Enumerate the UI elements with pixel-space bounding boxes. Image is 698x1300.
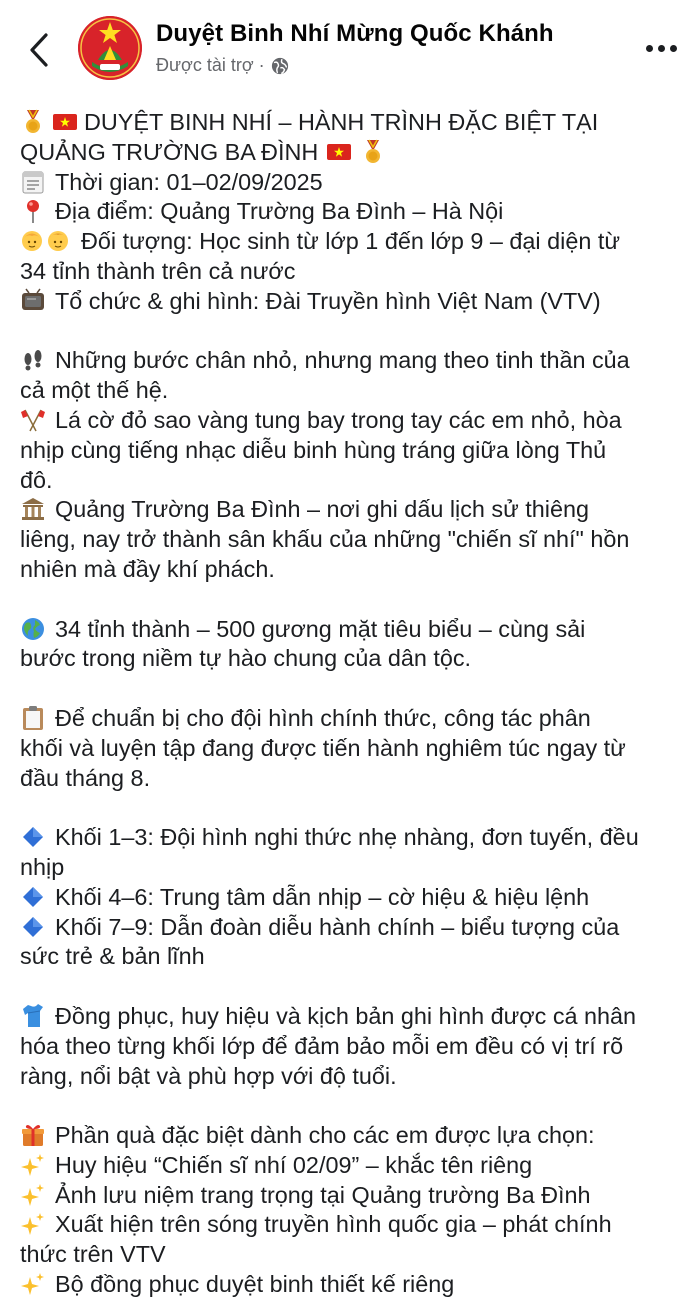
spacer [20,317,684,347]
paragraph-line [20,734,684,764]
medal-icon [20,109,46,135]
post-header [0,0,698,95]
page-name[interactable]: Duyệt Binh Nhí Mừng Quốc Khánh [156,20,554,47]
paragraph-line [20,644,684,674]
vietnam-flag-icon [52,109,78,135]
bullet-text: Khối 4–6: Trung tâm dẫn nhịp – cờ hiệu & hiệu lệnh [55,883,590,910]
television-icon [20,288,46,314]
audience-line [20,257,684,287]
bullet-line [20,913,684,943]
spacer [20,585,684,615]
time-line [20,168,684,198]
spacer [20,793,684,823]
paragraph-line [20,436,684,466]
calendar-icon [20,169,46,195]
bullet-text: Khối 7–9: Dẫn đoàn diễu hành chính – biểu tượng của [55,913,620,940]
sparkles-icon [20,1182,46,1208]
classical-building-icon [20,496,46,522]
bullet-line [20,823,684,853]
organizer-text: Tổ chức & ghi hình: Đài Truyền hình Việt Nam (VTV) [55,287,601,314]
sponsored-text: Được tài trợ · [156,55,265,75]
paragraph-text: hóa theo từng khối lớp để đảm bảo mỗi em đều có vị trí rõ [20,1032,624,1059]
title-text: QUẢNG TRƯỜNG BA ĐÌNH [20,138,319,165]
dot [670,45,677,52]
page-logo [78,16,142,80]
paragraph-line [20,704,684,734]
paragraph-line [20,1121,684,1151]
paragraph-line [20,1062,684,1092]
paragraph-text: khối và luyện tập đang được tiến hành nghiêm túc ngay từ [20,734,626,761]
sponsored-label [156,55,289,76]
gift-text: Huy hiệu “Chiến sĩ nhí 02/09” – khắc tên riêng [55,1151,533,1178]
paragraph-text: nhịp cùng tiếng nhạc diễu binh hùng tráng giữa lòng Thủ [20,436,607,463]
crossed-flags-icon [20,407,46,433]
gift-icon [20,1122,46,1148]
time-text: Thời gian: 01–02/09/2025 [55,168,323,195]
bullet-line [20,942,684,972]
sparkles-icon [20,1211,46,1237]
post-title-line [20,108,684,138]
location-line [20,197,684,227]
vietnam-flag-icon [326,139,352,165]
shirt-icon [20,1003,46,1029]
paragraph-text: Quảng Trường Ba Đình – nơi ghi dấu lịch sử thiêng [55,496,590,523]
footprints-icon [20,347,46,373]
gift-text: Xuất hiện trên sóng truyền hình quốc gia – phát chính [55,1211,612,1238]
earth-globe-icon [20,616,46,642]
gift-item [20,1240,684,1270]
post-title-line [20,138,684,168]
paragraph-text: Phần quà đặc biệt dành cho các em được lựa chọn: [55,1122,595,1149]
post-body [20,108,684,1300]
back-button[interactable] [22,28,56,72]
bullet-text: nhịp [20,853,65,880]
bullet-line [20,853,684,883]
paragraph-text: ràng, nổi bật và phù hợp với độ tuổi. [20,1062,397,1089]
paragraph-text: bước trong niềm tự hào chung của dân tộc. [20,645,472,672]
paragraph-line [20,525,684,555]
gift-text: thức trên VTV [20,1241,166,1268]
dot [658,45,665,52]
spacer [20,674,684,704]
chevron-left-icon [28,32,50,68]
paragraph-text: Những bước chân nhỏ, nhưng mang theo tinh thần của [55,347,630,374]
paragraph-line [20,346,684,376]
paragraph-line [20,1032,684,1062]
paragraph-line [20,764,684,794]
children-icon [20,228,72,254]
blue-diamond-icon [20,914,46,940]
paragraph-text: 34 tỉnh thành – 500 gương mặt tiêu biểu – cùng sải [55,615,586,642]
paragraph-text: liêng, nay trở thành sân khấu của những "chiến sĩ nhí" hồn [20,526,630,553]
paragraph-line [20,615,684,645]
gift-item [20,1210,684,1240]
gift-text: Bộ đồng phục duyệt binh thiết kế riêng [55,1271,455,1298]
paragraph-text: Để chuẩn bị cho đội hình chính thức, công tác phân [55,704,591,731]
clipboard-icon [20,705,46,731]
bullet-text: sức trẻ & bản lĩnh [20,943,205,970]
location-text: Địa điểm: Quảng Trường Ba Đình – Hà Nội [55,198,504,225]
spacer [20,972,684,1002]
paragraph-line [20,495,684,525]
paragraph-line [20,555,684,585]
more-options-button[interactable] [638,30,684,66]
paragraph-line [20,1002,684,1032]
audience-line [20,227,684,257]
paragraph-text: Lá cờ đỏ sao vàng tung bay trong tay các em nhỏ, hòa [55,406,622,433]
gift-text: Ảnh lưu niệm trang trọng tại Quảng trường Ba Đình [55,1181,591,1208]
round-pushpin-icon [20,198,46,224]
paragraph-line [20,406,684,436]
audience-text: Đối tượng: Học sinh từ lớp 1 đến lớp 9 – đại diện từ [81,228,620,255]
bullet-text: Khối 1–3: Đội hình nghi thức nhẹ nhàng, đơn tuyến, đều [55,824,639,851]
page-avatar[interactable] [78,16,142,80]
paragraph-line [20,376,684,406]
dot [646,45,653,52]
gift-item [20,1181,684,1211]
spacer [20,1091,684,1121]
medal-icon [360,139,386,165]
globe-icon [271,57,289,75]
blue-diamond-icon [20,884,46,910]
bullet-line [20,883,684,913]
gift-item [20,1151,684,1181]
paragraph-text: đầu tháng 8. [20,764,151,791]
paragraph-line [20,466,684,496]
paragraph-text: Đồng phục, huy hiệu và kịch bản ghi hình được cá nhân [55,1002,637,1029]
audience-text: 34 tỉnh thành trên cả nước [20,257,296,284]
title-text: DUYỆT BINH NHÍ – HÀNH TRÌNH ĐẶC BIỆT TẠI [84,109,599,135]
paragraph-text: nhiên mà đầy khí phách. [20,555,275,582]
blue-diamond-icon [20,824,46,850]
paragraph-text: đô. [20,466,53,493]
paragraph-text: cả một thế hệ. [20,377,169,404]
sparkles-icon [20,1152,46,1178]
organizer-line [20,287,684,317]
